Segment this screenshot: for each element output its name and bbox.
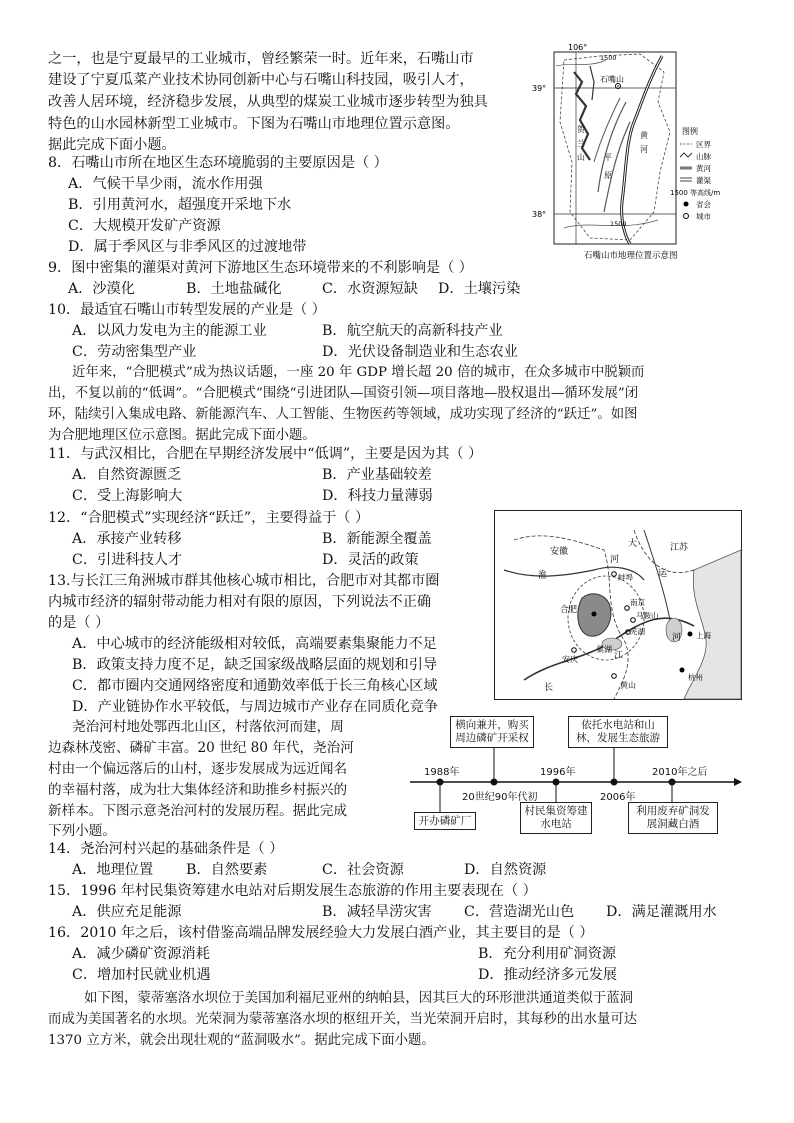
yaozhihe-timeline	[410, 716, 744, 834]
option-d[interactable]: D．灵活的政策	[322, 552, 419, 568]
option-a[interactable]: A．自然资源匮乏	[72, 467, 182, 483]
legend-item: 省会	[696, 200, 711, 209]
option-b[interactable]: B．引用黄河水，超强度开采地下水	[68, 197, 292, 213]
option-b[interactable]: B．产业基础较差	[322, 467, 432, 483]
timeline-year: 2006年	[600, 792, 636, 803]
map-svg	[530, 42, 750, 262]
option-c[interactable]: C．引进科技人才	[72, 552, 183, 568]
option-b[interactable]: B．政策支持力度不足，缺乏国家级战略层面的规划和引导	[72, 657, 438, 673]
legend-item: 黄河	[696, 164, 711, 173]
timeline-year: 2010年之后	[652, 767, 708, 778]
map-label: 兰	[577, 139, 585, 148]
contour-label-1: 1500	[600, 54, 617, 62]
text-line: 1370 立方米，就会出现壮观的“蓝洞吸水”。据此完成下面小题。	[48, 1033, 435, 1048]
option-b[interactable]: B．土地盐碱化	[186, 281, 282, 297]
option-d[interactable]: D．光伏设备制造业和生态农业	[322, 344, 518, 360]
option-a[interactable]: A．承接产业转移	[72, 531, 182, 547]
map-label: 黄山	[620, 681, 636, 690]
option-a[interactable]: A．气候干旱少雨，流水作用强	[68, 176, 263, 192]
timeline-event: 依托水电站和山林，发展生态旅游	[568, 716, 668, 748]
timeline-event: 横向兼并，购买周边磷矿开采权	[450, 716, 534, 748]
legend-item: 山脉	[696, 152, 711, 161]
map-label: 马鞍山	[636, 611, 659, 620]
text-line: 之一，也是宁夏最早的工业城市，曾经繁荣一时。近年来，石嘴山市	[48, 51, 474, 67]
map-label: 黄	[640, 131, 648, 140]
map-svg	[494, 510, 742, 700]
option-c[interactable]: C．受上海影响大	[72, 488, 183, 504]
option-a[interactable]: A．供应充足能源	[72, 904, 182, 920]
question-stem: 9．图中密集的灌渠对黄河下游地区生态环境带来的不利影响是（ ）	[48, 260, 473, 276]
map-label: 芜湖	[630, 627, 645, 636]
timeline-year: 20世纪90年代初	[462, 792, 538, 803]
legend-item: 城市	[696, 212, 711, 221]
question-stem: 内城市经济的辐射带动能力相对有限的原因，下列说法不正确	[48, 594, 432, 610]
lat-label-1: 39°	[532, 84, 547, 93]
option-c[interactable]: C．增加村民就业机遇	[72, 967, 211, 983]
option-d[interactable]: D．满足灌溉用水	[606, 904, 717, 920]
option-d[interactable]: D．自然资源	[464, 862, 547, 878]
text-line: 特色的山水园林新型工业城市。下图为石嘴山市地理位置示意图。	[48, 116, 460, 132]
text-line: 下列小题。	[48, 823, 116, 839]
option-d[interactable]: D．推动经济多元发展	[478, 967, 618, 983]
map-label: 河	[672, 633, 682, 643]
contour-label-2: 1500	[610, 220, 627, 228]
shizuishan-location-map	[530, 42, 750, 262]
map-label: 江苏	[670, 543, 689, 553]
timeline-event: 开办磷矿厂	[414, 812, 476, 830]
option-a[interactable]: A．以风力发电为主的能源工业	[72, 323, 267, 339]
text-line: 的幸福村落，成为壮大集体经济和助推乡村振兴的	[48, 782, 348, 798]
map-label: 南京	[630, 598, 645, 607]
hefei-location-map	[494, 510, 742, 700]
text-line: 出，不复以前的“低调”。“合肥模式”围绕“引进团队—国资引领—项目落地—股权退出—循环发展”闭	[48, 386, 639, 401]
map-label: 贺	[577, 125, 585, 134]
text-line: 环，陆续引入集成电路、新能源汽车、人工智能、生物医药等领域，成功实现了经济的“跃迁”。如图	[48, 407, 638, 422]
option-a[interactable]: A．中心城市的经济能级相对较低，高端要素集聚能力不足	[72, 636, 437, 652]
option-d[interactable]: D．土壤污染	[438, 281, 521, 297]
timeline-event: 利用废弃矿洞发展洞藏白酒	[628, 802, 718, 834]
map-label: 安徽	[550, 547, 569, 557]
text-line: 据此完成下面小题。	[48, 137, 176, 153]
option-d[interactable]: D．产业链协作水平较低，与周边城市产业存在同质化竞争	[72, 699, 439, 715]
question-stem: 8．石嘴山市所在地区生态环境脆弱的主要原因是（ ）	[48, 155, 388, 171]
map-label: 安庆	[562, 655, 578, 664]
map-label: 上海	[696, 631, 711, 640]
question-stem: 12．“合肥模式”实现经济“跃迁”，主要得益于（ ）	[48, 510, 370, 526]
city-label: 石嘴山	[600, 75, 624, 84]
map-label: 大	[628, 539, 638, 549]
question-stem: 10．最适宜石嘴山市转型发展的产业是（ ）	[48, 302, 326, 318]
text-line: 新样本。下图示意尧治河村的发展历程。据此完成	[48, 803, 348, 819]
text-line: 如下图，蒙蒂塞洛水坝位于美国加利福尼亚州的纳帕县，因其巨大的环形泄洪通道类似于蓝洞	[84, 991, 634, 1006]
option-b[interactable]: B．自然要素	[186, 862, 268, 878]
option-a[interactable]: A．沙漠化	[68, 281, 135, 297]
map-label: 运	[658, 569, 668, 579]
option-c[interactable]: C．营造湖光山色	[464, 904, 575, 920]
text-line: 村由一个偏远落后的山村，逐步发展成为远近闻名	[48, 761, 348, 777]
text-line: 边森林茂密、磷矿丰富。20 世纪 80 年代，尧治河	[48, 740, 354, 756]
option-c[interactable]: C．劳动密集型产业	[72, 344, 197, 360]
text-line: 改善人居环境，经济稳步发展，从典型的煤炭工业城市逐步转型为独具	[48, 94, 488, 110]
timeline-event: 村民集资筹建水电站	[520, 802, 592, 834]
question-stem: 15．1996 年村民集资筹建水电站对后期发展生态旅游的作用主要表现在（ ）	[48, 883, 537, 899]
option-d[interactable]: D．科技力量薄弱	[322, 488, 433, 504]
text-line: 而成为美国著名的水坝。光荣洞为蒙蒂塞洛水坝的枢纽开关，当光荣洞开启时，其每秒的出水量可达	[48, 1012, 638, 1027]
question-stem: 14．尧治河村兴起的基础条件是（ ）	[48, 841, 284, 857]
timeline-year: 1988年	[424, 767, 460, 778]
option-c[interactable]: C．都市圈内交通网络密度和通勤效率低于长三角核心区域	[72, 678, 438, 694]
timeline-year: 1996年	[540, 767, 576, 778]
map-label: 蚌埠	[618, 573, 633, 582]
legend-title: 图例	[682, 127, 698, 136]
option-c[interactable]: C．社会资源	[322, 862, 404, 878]
map-label: 巢湖	[596, 645, 612, 654]
map-caption: 石嘴山市地理位置示意图	[584, 251, 678, 261]
option-d[interactable]: D．属于季风区与非季风区的过渡地带	[68, 239, 307, 255]
map-label: 杭州	[688, 673, 703, 682]
text-line: 为合肥地理区位示意图。据此完成下面小题。	[48, 428, 316, 443]
map-label: 河	[610, 555, 620, 565]
question-stem: 13.与长江三角洲城市群其他核心城市相比，合肥市对其都市圈	[48, 573, 440, 589]
option-b[interactable]: B．新能源全覆盖	[322, 531, 432, 547]
legend-item: 1500 等高线/m	[670, 189, 721, 197]
option-a[interactable]: A．地理位置	[72, 862, 154, 878]
map-label: 山	[577, 153, 585, 162]
option-b[interactable]: B．减轻旱涝灾害	[322, 904, 432, 920]
map-label: 淮	[538, 571, 548, 581]
map-label: 长	[544, 683, 554, 693]
map-label: 合肥	[560, 605, 578, 615]
option-b[interactable]: B．充分利用矿洞资源	[478, 946, 617, 962]
text-line: 近年来，“合肥模式”成为热议话题，一座 20 年 GDP 增长超 20 倍的城市，在众多城市中脱颖而	[72, 365, 645, 380]
map-label: 江	[614, 651, 624, 661]
question-stem: 的是（ ）	[48, 615, 110, 631]
text-line: 建设了宁夏瓜菜产业技术协同创新中心与石嘴山科技园，吸引人才，	[48, 72, 474, 88]
option-a[interactable]: A．减少磷矿资源消耗	[72, 946, 210, 962]
map-label: 河	[640, 145, 648, 154]
legend-item: 灌渠	[696, 176, 711, 185]
option-c[interactable]: C．大规模开发矿产资源	[68, 218, 221, 234]
question-stem: 11．与武汉相比，合肥在早期经济发展中“低调”，主要是因为其（ ）	[48, 446, 483, 462]
lat-label-2: 38°	[532, 210, 547, 219]
map-label: 原	[604, 171, 612, 180]
legend-item: 区界	[696, 140, 711, 149]
option-b[interactable]: B．航空航天的高新科技产业	[322, 323, 503, 339]
text-line: 尧治河村地处鄂西北山区，村落依河而建，周	[72, 719, 344, 735]
lon-label: 106°	[568, 43, 588, 52]
option-c[interactable]: C．水资源短缺	[322, 281, 418, 297]
map-label: 平	[604, 153, 612, 162]
question-stem: 16．2010 年之后，该村借鉴高端品牌发展经验大力发展白酒产业，其主要目的是（ ）	[48, 925, 594, 941]
